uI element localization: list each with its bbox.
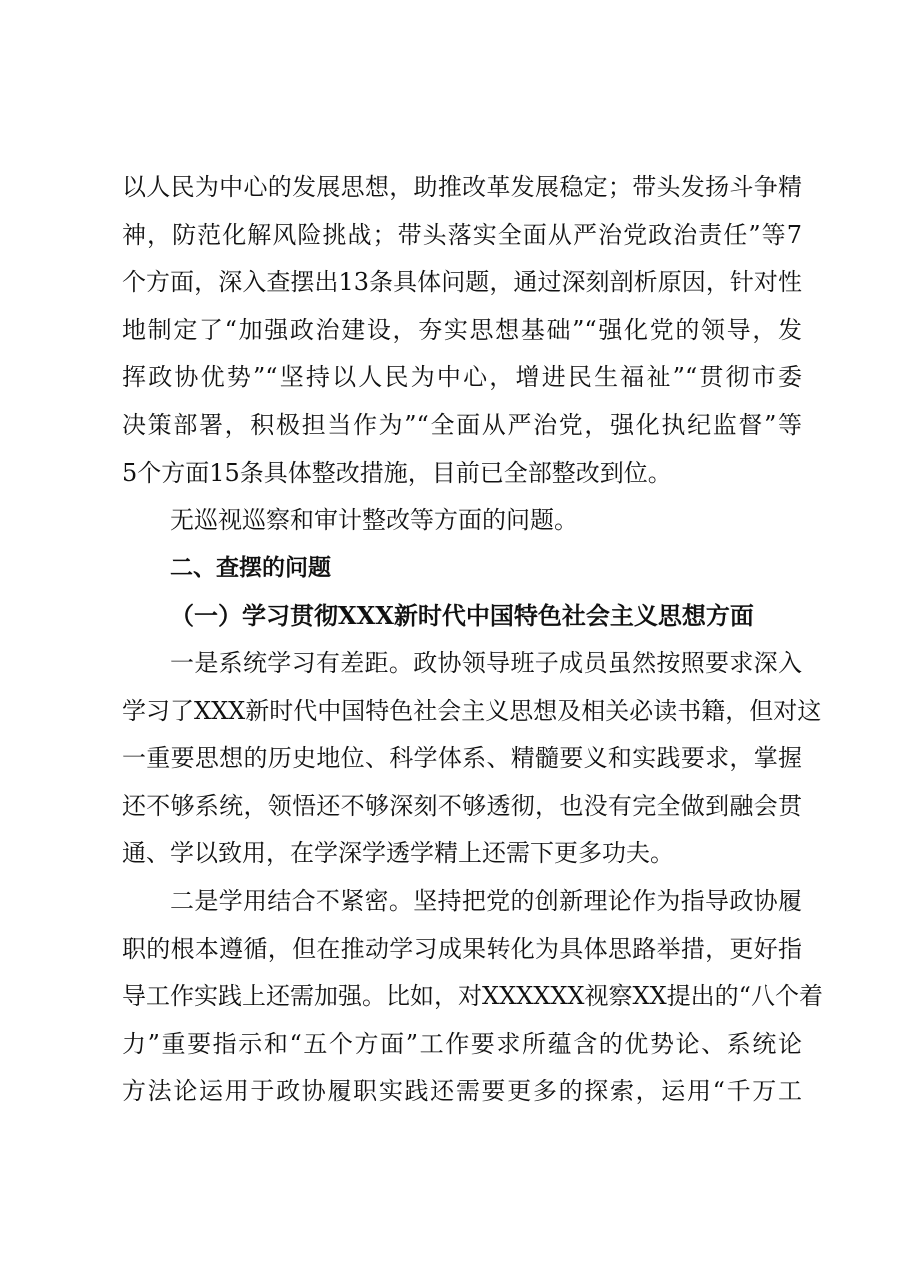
text-line: 导工作实践上还需加强。比如，对XXXXXX视察XX提出的“八个着	[122, 982, 823, 1011]
paragraph-systematic-study	[122, 640, 822, 878]
text-line: 以人民为中心的发展思想，助推改革发展稳定；带头发扬斗争精	[122, 173, 802, 201]
text-line: 一是系统学习有差距。政协领导班子成员虽然按照要求深入	[170, 648, 802, 677]
text-line: 学习了XXX新时代中国特色社会主义思想及相关必读书籍，但对这	[122, 696, 822, 725]
text-line: 个方面，深入查摆出13条具体问题，通过深刻剖析原因，针对性	[122, 268, 802, 297]
paragraph-no-inspection-issues	[122, 497, 802, 545]
text-line: 5个方面15条具体整改措施，目前已全部整改到位。	[122, 458, 672, 487]
text-line: 二是学用结合不紧密。坚持把党的创新理论作为指导政协履	[170, 886, 802, 915]
document-body	[122, 164, 823, 1116]
text-line: 决策部署，积极担当作为”“全面从严治党，强化执纪监督”等	[122, 410, 802, 439]
text-line: 职的根本遵循，但在推动学习成果转化为具体思路举措，更好指	[122, 934, 802, 963]
text-line: 挥政协优势”“坚持以人民为中心，增进民生福祉”“贯彻市委	[122, 363, 802, 392]
paragraph-rectification-summary	[122, 164, 802, 497]
text-line: 地制定了“加强政治建设，夯实思想基础”“强化党的领导，发	[122, 315, 802, 344]
sub-heading: （一）学习贯彻XXX新时代中国特色社会主义思想方面	[170, 601, 754, 631]
text-line: 还不够系统，领悟还不够深刻不够透彻，也没有完全做到融会贯	[122, 791, 802, 820]
section-heading: 二、查摆的问题	[170, 554, 331, 581]
text-line: 无巡视巡察和审计整改等方面的问题。	[170, 506, 578, 535]
paragraph-theory-practice	[122, 878, 823, 1116]
text-line: 方法论运用于政协履职实践还需要更多的探索，运用“千万工	[122, 1077, 802, 1106]
text-line: 神，防范化解风险挑战；带头落实全面从严治党政治责任”等7	[122, 220, 802, 249]
text-line: 力”重要指示和“五个方面”工作要求所蕴含的优势论、系统论	[122, 1029, 802, 1058]
text-line: 通、学以致用，在学深学透学精上还需下更多功夫。	[122, 839, 674, 868]
text-line: 一重要思想的历史地位、科学体系、精髓要义和实践要求，掌握	[122, 744, 802, 773]
